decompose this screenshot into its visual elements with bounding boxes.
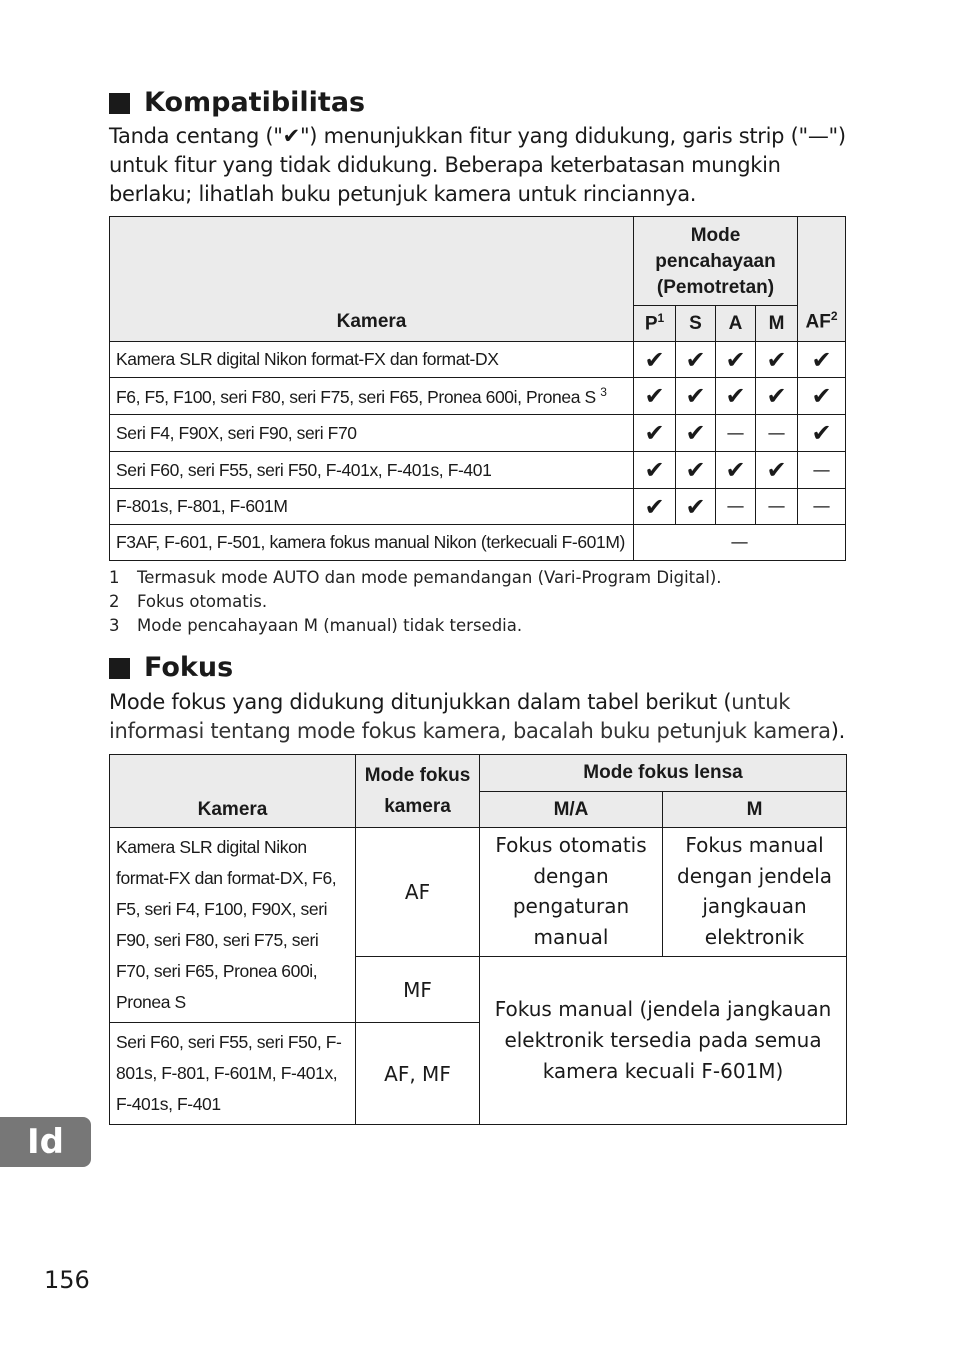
camera-group-cell: Seri F60, seri F55, seri F50, F-801s, F-801, F-601M, F-401x, F-401s, F-401	[110, 1023, 356, 1125]
table-row	[110, 342, 846, 378]
mark-cell: ✔	[676, 378, 716, 415]
table-row	[110, 525, 846, 561]
mark-cell: ✔	[676, 489, 716, 525]
camera-cell: Kamera SLR digital Nikon format-FX dan format-DX	[110, 342, 634, 378]
mark-cell: ✔	[634, 378, 676, 415]
table-row	[110, 489, 846, 525]
mark-cell: ✔	[798, 342, 846, 378]
camera-cell: F3AF, F-601, F-501, kamera fokus manual Nikon (terkecuali F-601M)	[110, 525, 634, 561]
mark-cell: ✔	[756, 452, 798, 489]
manual-focus-desc-cell: Fokus manual (jendela jangkauan elektronik tersedia pada semua kamera kecuali F-601M)	[480, 957, 847, 1125]
dash-cell: —	[716, 415, 756, 452]
focus-table	[109, 754, 847, 1125]
mark-cell: ✔	[798, 378, 846, 415]
page-number: 156	[44, 1266, 90, 1294]
mark-cell: ✔	[676, 415, 716, 452]
af-ma-cell: Fokus otomatis dengan pengaturan manual	[480, 828, 663, 957]
focus-intro-paragraph: Mode fokus yang didukung ditunjukkan dalam tabel berikut (untuk informasi tentang mode fokus kamera, bacalah buku petunjuk kamera).	[109, 690, 845, 743]
col-m-header: M	[756, 306, 798, 342]
section-title: Kompatibilitas	[144, 87, 366, 118]
mark-cell: ✔	[756, 378, 798, 415]
square-bullet-icon	[109, 658, 130, 679]
af-mode-cell: AF	[356, 828, 480, 957]
table-row	[110, 378, 846, 415]
camera-cell: F6, F5, F100, seri F80, seri F75, seri F65, Pronea 600i, Pronea S $^3$	[110, 378, 634, 415]
table-row	[110, 415, 846, 452]
col-p-header: $P^1$	[634, 306, 676, 342]
section-title: Fokus	[144, 652, 234, 683]
afmf-mode-cell: AF, MF	[356, 1023, 480, 1125]
compatibility-table	[109, 216, 846, 561]
mark-cell: ✔	[676, 452, 716, 489]
camera-header: Kamera	[110, 217, 634, 342]
exposure-mode-header: Mode pencahayaan (Pemotretan)	[634, 217, 798, 306]
camera-cell: F-801s, F-801, F-601M	[110, 489, 634, 525]
mark-cell: ✔	[798, 415, 846, 452]
mark-cell: ✔	[756, 342, 798, 378]
dash-cell: —	[716, 489, 756, 525]
dash-cell: —	[798, 452, 846, 489]
footnotes	[109, 566, 722, 638]
camera-focus-mode-header: Mode fokus kamera	[356, 755, 480, 828]
col-a-header: A	[716, 306, 756, 342]
mf-mode-cell: MF	[356, 957, 480, 1023]
mark-cell: ✔	[716, 342, 756, 378]
col-m-header: M	[663, 792, 847, 828]
section-heading-kompatibilitas	[109, 87, 365, 119]
camera-cell: Seri F60, seri F55, seri F50, F-401x, F-401s, F-401	[110, 452, 634, 489]
language-tab: Id	[0, 1117, 91, 1167]
lens-focus-mode-header: Mode fokus lensa	[480, 755, 847, 792]
mark-cell: ✔	[676, 342, 716, 378]
af-header: $AF^2$	[798, 217, 846, 342]
square-bullet-icon	[109, 93, 130, 114]
col-ma-header: M/A	[480, 792, 663, 828]
mark-cell: ✔	[634, 342, 676, 378]
camera-group-cell: Kamera SLR digital Nikon format-FX dan format-DX, F6, F5, seri F4, F100, F90X, seri F90, seri F80, seri F75, seri F70, seri F65, Pronea 600i, Pronea S	[110, 828, 356, 1023]
intro-paragraph: Tanda centang ("✔") menunjukkan fitur yang didukung, garis strip ("—") untuk fitur yang tidak didukung. Beberapa keterbatasan mungkin berlaku; lihatlah buku petunjuk kamera untuk rinciannya.	[109, 124, 846, 206]
footnote: 3 Mode pencahayaan M (manual) tidak tersedia.	[109, 616, 523, 635]
footnote: 2 Fokus otomatis.	[109, 592, 268, 611]
col-s-header: S	[676, 306, 716, 342]
mark-cell: ✔	[634, 489, 676, 525]
merged-dash-cell: —	[634, 525, 846, 561]
camera-cell: Seri F4, F90X, seri F90, seri F70	[110, 415, 634, 452]
dash-cell: —	[798, 489, 846, 525]
af-m-cell: Fokus manual dengan jendela jangkauan elektronik	[663, 828, 847, 957]
mark-cell: ✔	[716, 452, 756, 489]
mark-cell: ✔	[634, 415, 676, 452]
table-row	[110, 828, 847, 957]
dash-cell: —	[756, 415, 798, 452]
focus-camera-header: Kamera	[110, 755, 356, 828]
footnote: 1 Termasuk mode AUTO dan mode pemandangan (Vari-Program Digital).	[109, 568, 722, 587]
section-heading-fokus	[109, 652, 233, 684]
dash-cell: —	[756, 489, 798, 525]
table-row	[110, 452, 846, 489]
mark-cell: ✔	[716, 378, 756, 415]
mark-cell: ✔	[634, 452, 676, 489]
